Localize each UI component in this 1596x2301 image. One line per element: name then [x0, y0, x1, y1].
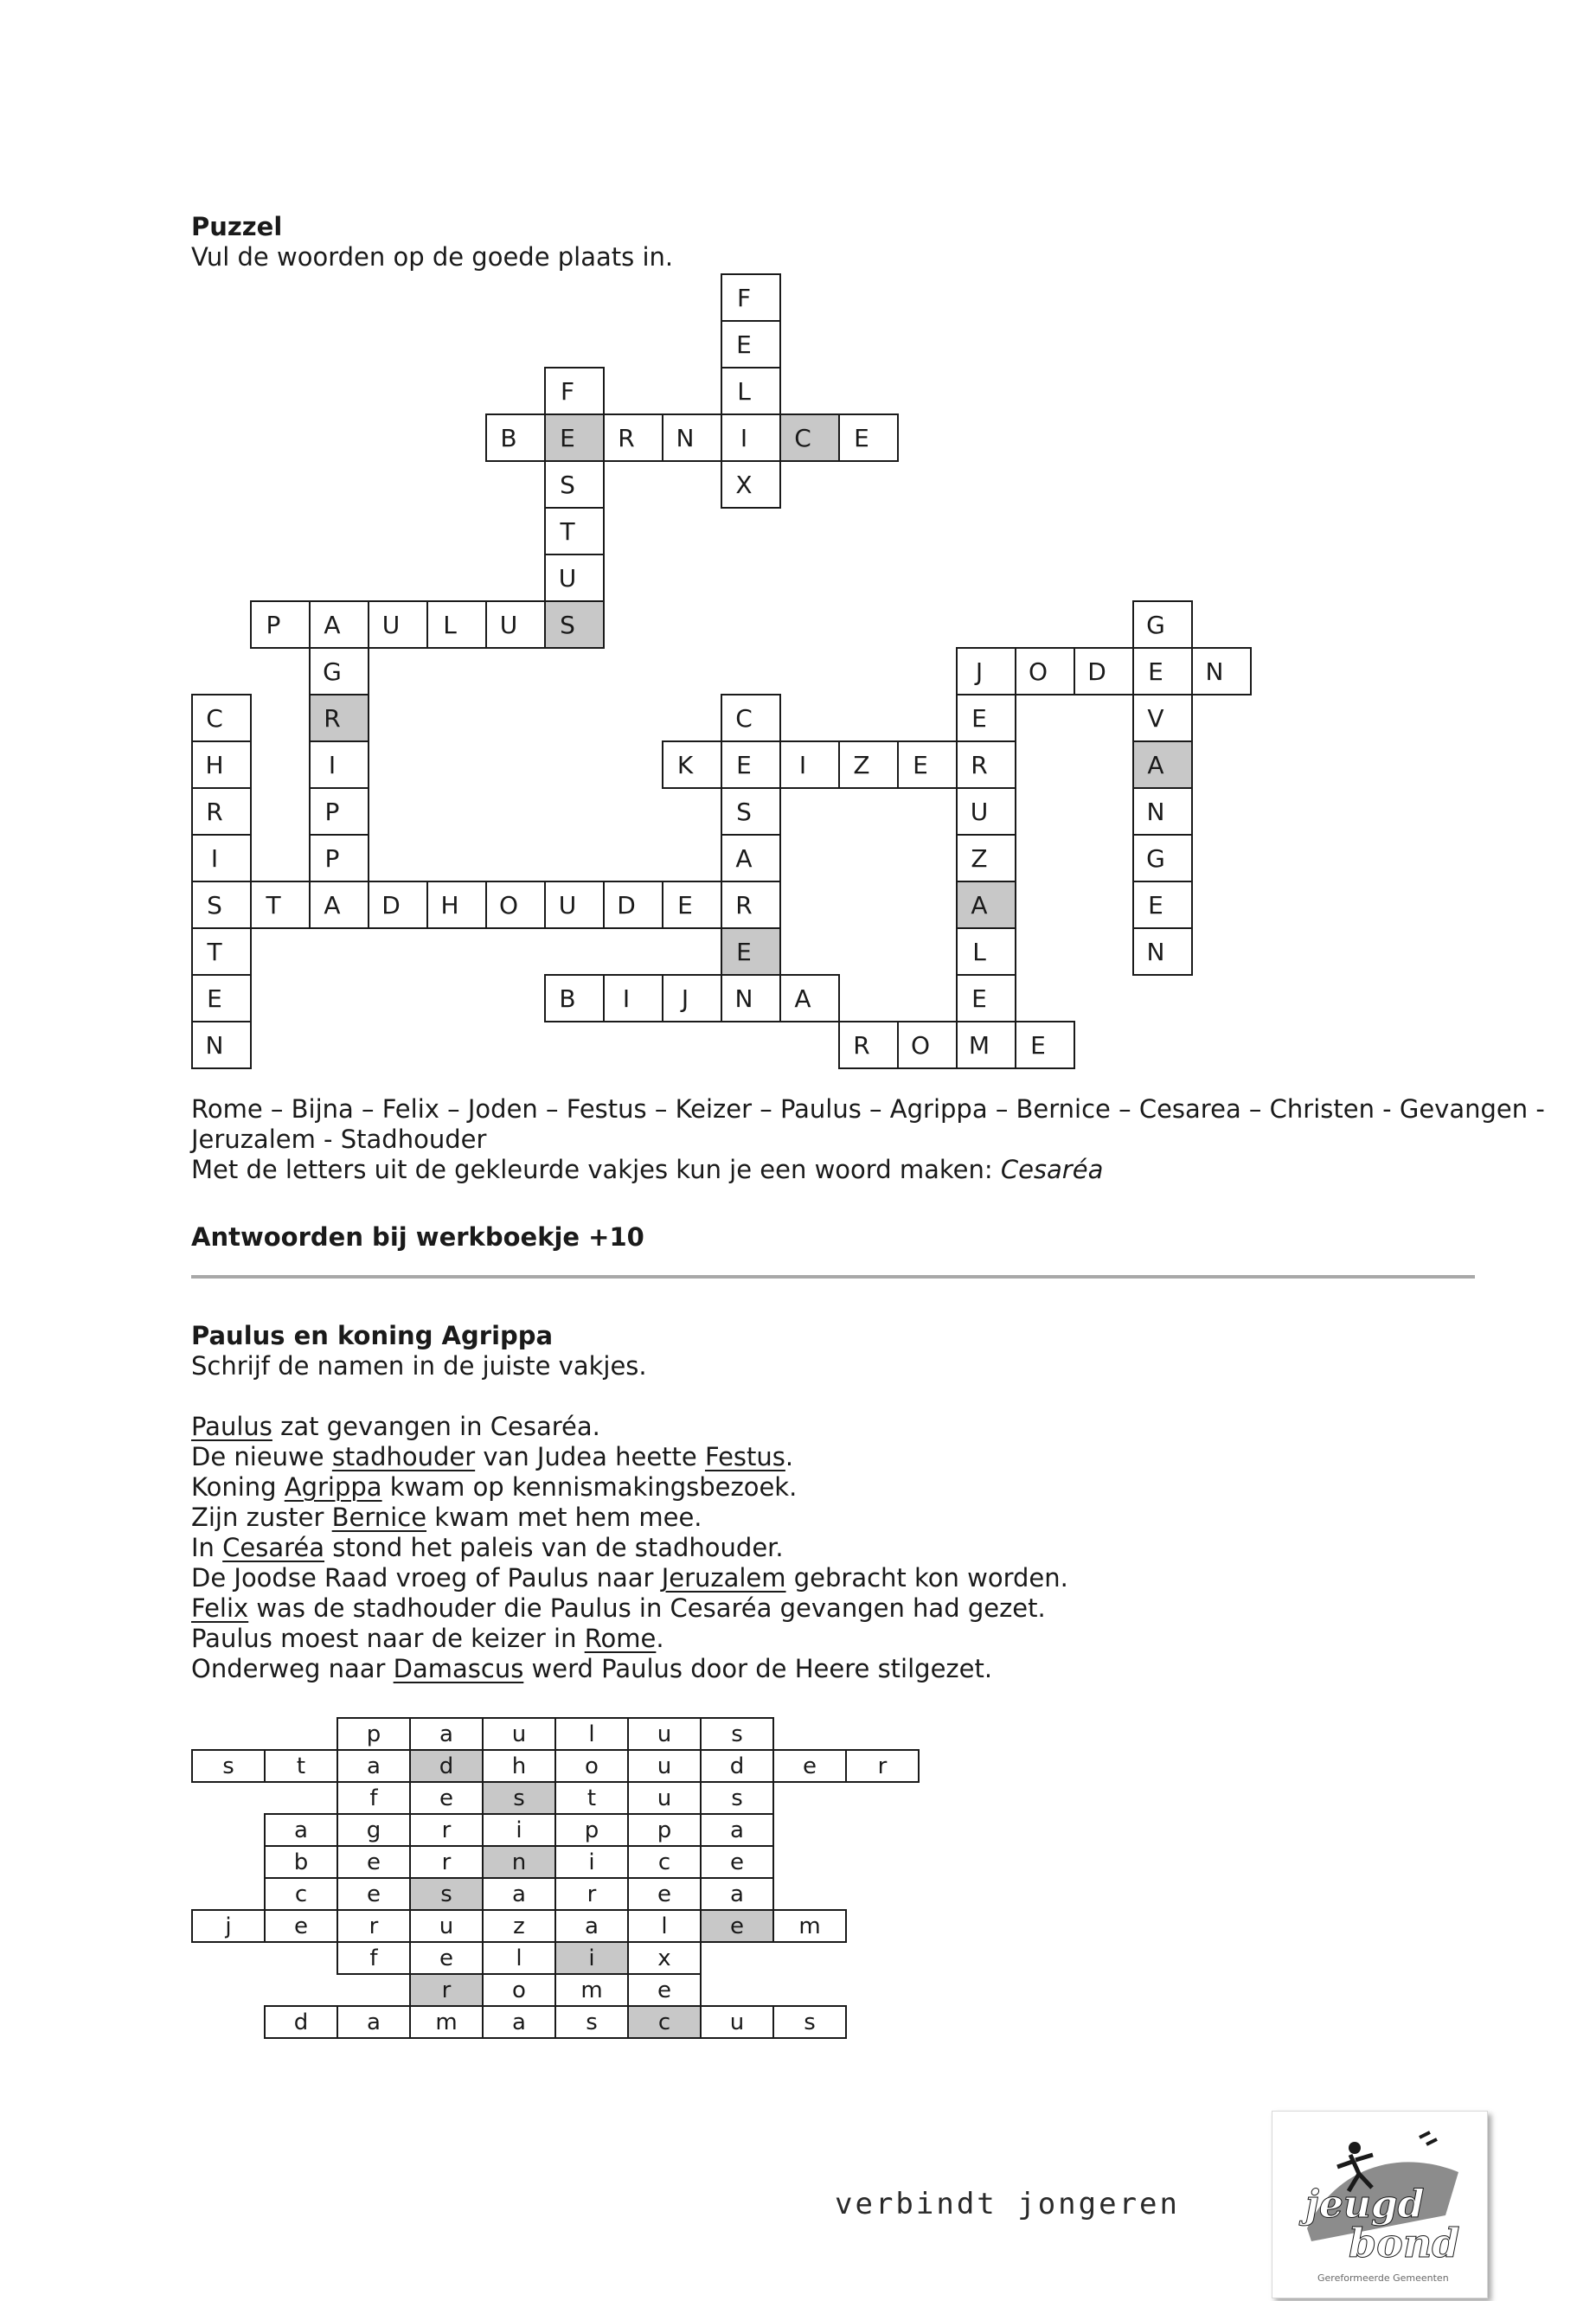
word-grid-cell: f: [337, 1781, 411, 1815]
word-grid-cell: m: [772, 1909, 847, 1943]
crossword-cell: [897, 1021, 958, 1069]
crossword-cell: [309, 694, 369, 742]
crossword-letter: T: [560, 516, 575, 546]
crossword-letter: L: [972, 937, 986, 966]
story-title: Paulus en koning Agrippa: [191, 1321, 554, 1350]
sentence-text: kwam op kennismakingsbezoek.: [381, 1472, 798, 1502]
crossword-cell: [426, 600, 487, 649]
crossword-letter: B: [559, 984, 576, 1013]
crossword-letter: G: [1146, 610, 1165, 639]
crossword-cell: [956, 834, 1016, 882]
word-grid-cell: a: [337, 2005, 411, 2039]
crossword-letter: I: [328, 750, 337, 779]
word-grid-cell: e: [264, 1909, 338, 1943]
story-sentence: [191, 1533, 784, 1563]
word-grid-cell: a: [700, 1877, 774, 1911]
word-grid-cell: r: [409, 1813, 484, 1847]
word-grid-cell: r: [409, 1973, 484, 2007]
crossword-cell: [1132, 694, 1193, 742]
logo-word-bond: bond: [1349, 2220, 1460, 2266]
word-grid-cell: e: [409, 1781, 484, 1815]
crossword-letter: Z: [971, 843, 988, 873]
crossword-cell: [662, 740, 722, 789]
underlined-name: Bernice: [331, 1503, 427, 1532]
story-sentence: [191, 1503, 702, 1533]
word-grid-cell: x: [627, 1941, 702, 1975]
word-grid-cell: a: [700, 1813, 774, 1847]
crossword-cell: [721, 740, 781, 789]
crossword-cell: [956, 1021, 1016, 1069]
word-grid-cell: m: [409, 2005, 484, 2039]
crossword-letter: P: [266, 610, 281, 639]
crossword-letter: E: [971, 984, 987, 1013]
sentence-text: Zijn zuster: [191, 1503, 332, 1532]
crossword-letter: U: [558, 890, 577, 920]
crossword-cell: [956, 740, 1016, 789]
sentence-text: was de stadhouder die Paulus in Cesaréa gevangen had gezet.: [248, 1593, 1046, 1623]
crossword-cell: [956, 927, 1016, 976]
word-grid-cell: i: [554, 1845, 629, 1879]
word-grid-cell: e: [409, 1941, 484, 1975]
crossword-cell: [721, 787, 781, 836]
crossword-cell: [838, 1021, 899, 1069]
figure-motion-icon: [1420, 2132, 1437, 2144]
sentence-text: kwam met hem mee.: [426, 1503, 702, 1532]
word-grid-cell: s: [482, 1781, 556, 1815]
word-grid-cell: s: [700, 1717, 774, 1751]
crossword-cell: [721, 273, 781, 322]
crossword-letter: K: [676, 750, 694, 779]
crossword-letter: A: [324, 890, 341, 920]
word-grid-cell: r: [554, 1877, 629, 1911]
crossword-cell: [779, 413, 840, 462]
crossword-cell: [368, 600, 428, 649]
crossword-cell: [779, 974, 840, 1022]
crossword-cell: [485, 600, 546, 649]
crossword-cell: [250, 881, 311, 929]
crossword-cell: [309, 740, 369, 789]
crossword-letter: S: [560, 610, 575, 639]
word-grid-cell: a: [554, 1909, 629, 1943]
crossword-cell: [721, 834, 781, 882]
crossword-letter: N: [676, 423, 695, 452]
underlined-name: Agrippa: [284, 1472, 382, 1502]
crossword-cell: [662, 413, 722, 462]
crossword-cell: [956, 787, 1016, 836]
crossword-cell: [191, 881, 252, 929]
crossword-letter: U: [970, 797, 989, 826]
crossword-letter: E: [736, 937, 752, 966]
crossword-letter: E: [1148, 657, 1163, 686]
word-grid-cell: u: [627, 1717, 702, 1751]
crossword-letter: N: [734, 984, 753, 1013]
crossword-cell: [779, 740, 840, 789]
crossword-cell: [721, 881, 781, 929]
word-grid-cell: s: [554, 2005, 629, 2039]
crossword-letter: I: [798, 750, 807, 779]
crossword-cell: [544, 507, 605, 555]
word-grid-cell: s: [191, 1749, 266, 1783]
crossword-letter: G: [323, 657, 342, 686]
crossword-letter: A: [324, 610, 341, 639]
crossword-letter: C: [794, 423, 811, 452]
crossword-letter: R: [853, 1030, 870, 1060]
word-grid-cell: u: [700, 2005, 774, 2039]
word-grid-cell: u: [627, 1781, 702, 1815]
crossword-letter: F: [736, 283, 752, 312]
word-grid-cell: p: [627, 1813, 702, 1847]
crossword-letter: I: [740, 423, 748, 452]
crossword-cell: [603, 881, 663, 929]
crossword-letter: O: [1028, 657, 1048, 686]
crossword-letter: Z: [853, 750, 870, 779]
footer-slogan: verbindt jongeren: [835, 2187, 1180, 2221]
underlined-name: Paulus: [191, 1412, 272, 1441]
word-grid-cell: d: [409, 1749, 484, 1783]
crossword-cell: [368, 881, 428, 929]
crossword-cell: [721, 974, 781, 1022]
crossword-letter: L: [737, 376, 751, 406]
word-grid-cell: i: [482, 1813, 556, 1847]
word-grid-cell: e: [337, 1845, 411, 1879]
word-grid-cell: s: [409, 1877, 484, 1911]
crossword-cell: [721, 694, 781, 742]
crossword-letter: E: [736, 330, 752, 359]
crossword-letter: T: [266, 890, 281, 920]
story-sentence: [191, 1442, 793, 1472]
crossword-letter: A: [794, 984, 811, 1013]
crossword-letter: N: [1205, 657, 1224, 686]
sentence-text: Onderweg naar: [191, 1654, 394, 1683]
word-grid-cell: o: [554, 1749, 629, 1783]
word-list-line-1: Rome – Bijna – Felix – Joden – Festus – Keizer – Paulus – Agrippa – Bernice – Cesarea – Christen - Gevangen -: [191, 1094, 1545, 1124]
word-grid-cell: c: [627, 1845, 702, 1879]
jeugdbond-logo: [1272, 2111, 1488, 2298]
crossword-letter: E: [1030, 1030, 1046, 1060]
crossword-cell: [838, 413, 899, 462]
story-sentence: [191, 1412, 600, 1442]
word-grid-cell: p: [337, 1717, 411, 1751]
divider: [191, 1275, 1475, 1279]
crossword-cell: [309, 834, 369, 882]
word-grid-cell: j: [191, 1909, 266, 1943]
word-grid-cell: a: [409, 1717, 484, 1751]
crossword-letter: J: [975, 657, 984, 686]
crossword-letter: E: [854, 423, 869, 452]
word-grid-cell: f: [337, 1941, 411, 1975]
sentence-text: stond het paleis van de stadhouder.: [324, 1533, 784, 1562]
crossword-cell: [544, 413, 605, 462]
crossword-cell: [956, 881, 1016, 929]
puzzle-title: Puzzel: [191, 212, 283, 241]
word-grid-cell: a: [264, 1813, 338, 1847]
word-grid-cell: i: [554, 1941, 629, 1975]
crossword-cell: [662, 974, 722, 1022]
underlined-name: Cesaréa: [222, 1533, 325, 1562]
crossword-cell: [721, 367, 781, 415]
crossword-letter: V: [1147, 703, 1164, 733]
word-grid-cell: e: [627, 1973, 702, 2007]
crossword-cell: [1132, 600, 1193, 649]
crossword-cell: [721, 413, 781, 462]
crossword-cell: [603, 413, 663, 462]
word-grid-cell: c: [627, 2005, 702, 2039]
crossword-cell: [544, 460, 605, 509]
crossword-cell: [1132, 834, 1193, 882]
crossword-letter: R: [971, 750, 988, 779]
crossword-letter: H: [205, 750, 224, 779]
word-grid-cell: e: [337, 1877, 411, 1911]
crossword-letter: X: [735, 470, 753, 499]
word-grid-cell: l: [554, 1717, 629, 1751]
crossword-cell: [838, 740, 899, 789]
story-sentence: [191, 1472, 797, 1503]
crossword-cell: [191, 834, 252, 882]
word-grid-cell: a: [482, 1877, 556, 1911]
logo-caption: Gereformeerde Gemeenten: [1317, 2272, 1449, 2284]
crossword-letter: M: [968, 1030, 990, 1060]
word-grid-cell: t: [264, 1749, 338, 1783]
underlined-name: Jeruzalem: [661, 1563, 786, 1593]
crossword-cell: [309, 647, 369, 695]
word-grid-cell: s: [772, 2005, 847, 2039]
sentence-text: In: [191, 1533, 223, 1562]
crossword-cell: [485, 413, 546, 462]
crossword-cell: [1015, 647, 1075, 695]
crossword-letter: I: [210, 843, 219, 873]
crossword-cell: [191, 1021, 252, 1069]
solution-word: Cesaréa: [1000, 1155, 1104, 1184]
crossword-cell: [544, 881, 605, 929]
crossword-letter: H: [440, 890, 459, 920]
story-instruction: Schrijf de namen in de juiste vakjes.: [191, 1351, 647, 1381]
crossword-letter: C: [735, 703, 753, 733]
sentence-text: .: [656, 1624, 664, 1653]
crossword-cell: [309, 600, 369, 649]
crossword-letter: N: [205, 1030, 224, 1060]
word-grid-cell: g: [337, 1813, 411, 1847]
crossword-letter: D: [617, 890, 636, 920]
word-grid-cell: a: [482, 2005, 556, 2039]
crossword-cell: [485, 881, 546, 929]
underlined-name: Felix: [191, 1593, 249, 1623]
word-grid-cell: u: [482, 1717, 556, 1751]
crossword-cell: [191, 927, 252, 976]
word-grid-cell: e: [700, 1909, 774, 1943]
word-grid-cell: n: [482, 1845, 556, 1879]
crossword-letter: G: [1146, 843, 1165, 873]
crossword-letter: A: [1147, 750, 1164, 779]
crossword-letter: T: [207, 937, 222, 966]
crossword-letter: S: [736, 797, 752, 826]
crossword-letter: D: [381, 890, 401, 920]
crossword-letter: E: [736, 750, 752, 779]
underlined-name: Rome: [584, 1624, 657, 1653]
word-grid-cell: o: [482, 1973, 556, 2007]
crossword-letter: P: [324, 797, 340, 826]
word-grid-cell: e: [627, 1877, 702, 1911]
crossword-letter: E: [971, 703, 987, 733]
sentence-text: werd Paulus door de Heere stilgezet.: [523, 1654, 993, 1683]
crossword-cell: [662, 881, 722, 929]
crossword-letter: E: [677, 890, 693, 920]
crossword-cell: [1132, 647, 1193, 695]
word-grid-cell: u: [409, 1909, 484, 1943]
underlined-name: stadhouder: [331, 1442, 476, 1471]
crossword-cell: [956, 694, 1016, 742]
crossword-letter: C: [206, 703, 223, 733]
word-grid-cell: p: [554, 1813, 629, 1847]
word-grid-cell: t: [554, 1781, 629, 1815]
word-grid-cell: z: [482, 1909, 556, 1943]
crossword-cell: [721, 460, 781, 509]
word-grid-cell: m: [554, 1973, 629, 2007]
word-grid-cell: d: [264, 2005, 338, 2039]
crossword-cell: [721, 927, 781, 976]
crossword-letter: B: [500, 423, 517, 452]
solution-line: [191, 1155, 1103, 1185]
crossword-cell: [250, 600, 311, 649]
crossword-letter: U: [499, 610, 518, 639]
crossword-cell: [191, 694, 252, 742]
word-grid: [191, 1717, 892, 2037]
crossword-letter: P: [324, 843, 340, 873]
crossword-cell: [897, 740, 958, 789]
sentence-text: .: [785, 1442, 794, 1471]
word-grid-cell: a: [337, 1749, 411, 1783]
crossword-cell: [1074, 647, 1134, 695]
crossword-cell: [1132, 787, 1193, 836]
crossword-cell: [191, 974, 252, 1022]
crossword-letter: N: [1146, 937, 1165, 966]
crossword-cell: [1132, 881, 1193, 929]
crossword-cell: [603, 974, 663, 1022]
word-grid-cell: l: [627, 1909, 702, 1943]
puzzle-instruction: Vul de woorden op de goede plaats in.: [191, 242, 674, 272]
crossword-letter: R: [735, 890, 753, 920]
crossword-letter: O: [498, 890, 519, 920]
sentence-text: De nieuwe: [191, 1442, 332, 1471]
crossword-letter: A: [971, 890, 988, 920]
story-sentence: [191, 1593, 1046, 1624]
crossword-letter: F: [560, 376, 575, 406]
crossword-cell: [191, 787, 252, 836]
crossword-letter: I: [622, 984, 631, 1013]
figure-head-icon: [1349, 2142, 1361, 2154]
story-sentence: [191, 1624, 664, 1654]
crossword-letter: D: [1087, 657, 1106, 686]
word-list-line-2: Jeruzalem - Stadhouder: [191, 1125, 487, 1154]
word-grid-cell: u: [627, 1749, 702, 1783]
word-grid-cell: c: [264, 1877, 338, 1911]
crossword-cell: [544, 367, 605, 415]
word-grid-cell: r: [845, 1749, 920, 1783]
sentence-text: Paulus moest naar de keizer in: [191, 1624, 585, 1653]
word-grid-cell: e: [700, 1845, 774, 1879]
answers-heading: Antwoorden bij werkboekje +10: [191, 1222, 644, 1252]
crossword-cell: [544, 974, 605, 1022]
crossword-cell: [956, 647, 1016, 695]
crossword-letter: J: [681, 984, 689, 1013]
sentence-text: zat gevangen in Cesaréa.: [272, 1412, 600, 1441]
word-grid-cell: h: [482, 1749, 556, 1783]
sentence-text: De Joodse Raad vroeg of Paulus naar: [191, 1563, 662, 1593]
crossword-letter: R: [206, 797, 223, 826]
solution-prefix: Met de letters uit de gekleurde vakjes kun je een woord maken:: [191, 1155, 1001, 1184]
crossword-letter: R: [324, 703, 341, 733]
crossword-grid: [191, 273, 1257, 1067]
word-grid-cell: l: [482, 1941, 556, 1975]
crossword-cell: [1132, 740, 1193, 789]
word-grid-cell: d: [700, 1749, 774, 1783]
story-sentence: [191, 1654, 992, 1684]
story-sentence: [191, 1563, 1068, 1593]
logo-word-jeugd: jeugd: [1305, 2182, 1425, 2227]
crossword-letter: N: [1146, 797, 1165, 826]
sentence-text: gebracht kon worden.: [785, 1563, 1068, 1593]
word-grid-cell: b: [264, 1845, 338, 1879]
sentence-text: Koning: [191, 1472, 285, 1502]
crossword-cell: [426, 881, 487, 929]
word-grid-cell: r: [409, 1845, 484, 1879]
underlined-name: Damascus: [393, 1654, 524, 1683]
crossword-cell: [191, 740, 252, 789]
crossword-cell: [544, 600, 605, 649]
crossword-letter: U: [558, 563, 577, 593]
word-grid-cell: e: [772, 1749, 847, 1783]
crossword-letter: E: [913, 750, 928, 779]
crossword-cell: [544, 554, 605, 602]
crossword-letter: S: [560, 470, 575, 499]
crossword-cell: [309, 787, 369, 836]
underlined-name: Festus: [704, 1442, 785, 1471]
crossword-cell: [721, 320, 781, 369]
crossword-cell: [1132, 927, 1193, 976]
logo-graphic: [1272, 2112, 1487, 2298]
crossword-letter: U: [381, 610, 401, 639]
crossword-cell: [956, 974, 1016, 1022]
crossword-cell: [1015, 1021, 1075, 1069]
crossword-letter: L: [443, 610, 457, 639]
crossword-letter: E: [560, 423, 575, 452]
sentence-text: van Judea heette: [475, 1442, 705, 1471]
crossword-letter: O: [910, 1030, 931, 1060]
word-grid-cell: r: [337, 1909, 411, 1943]
crossword-letter: R: [618, 423, 635, 452]
crossword-letter: A: [735, 843, 753, 873]
crossword-letter: E: [1148, 890, 1163, 920]
word-grid-cell: s: [700, 1781, 774, 1815]
crossword-letter: S: [207, 890, 222, 920]
crossword-cell: [1191, 647, 1252, 695]
crossword-cell: [309, 881, 369, 929]
crossword-letter: E: [207, 984, 222, 1013]
